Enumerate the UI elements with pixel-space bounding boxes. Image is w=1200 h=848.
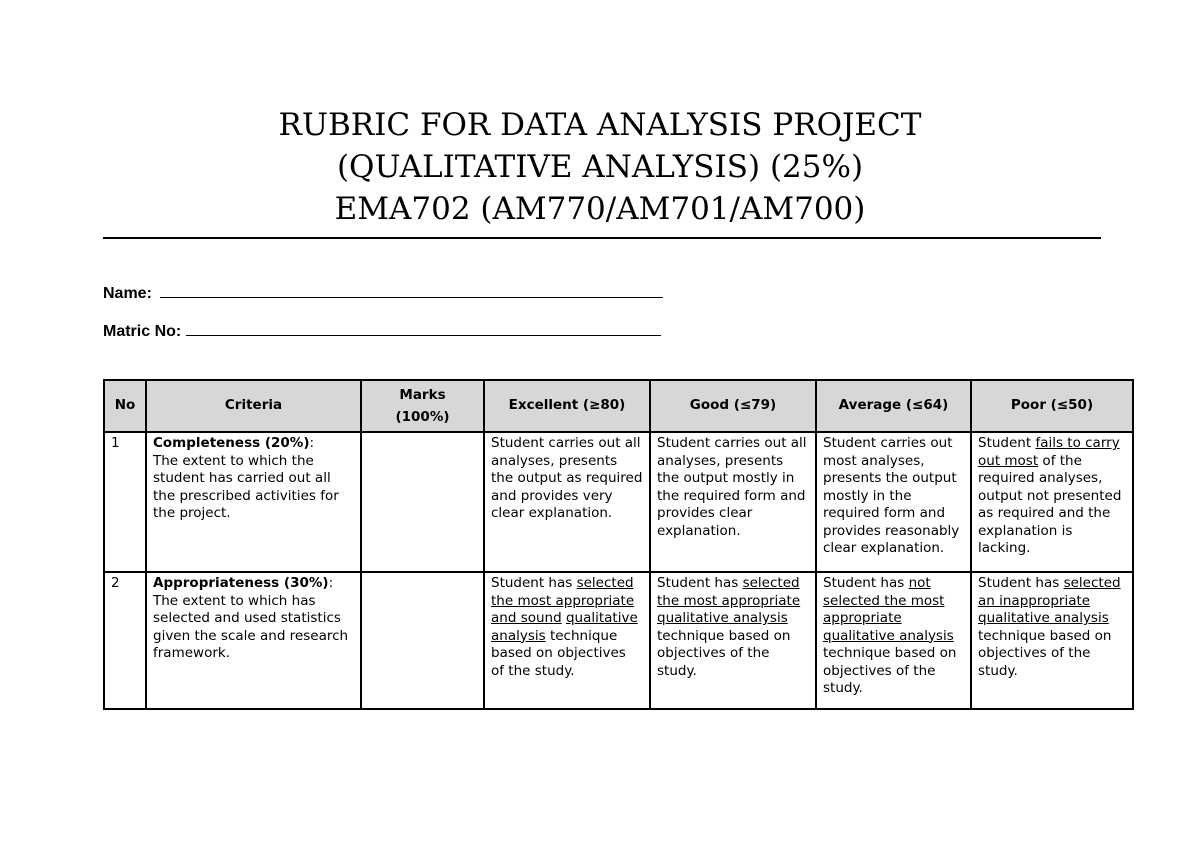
matric-label: Matric No: (103, 323, 182, 340)
poor-text-b: of the required analyses, output not presented as required and the explanation is lacking. (978, 452, 1122, 556)
name-label: Name: (103, 285, 152, 302)
marks-cell[interactable] (361, 432, 484, 572)
excellent-text-b: technique based on objectives of the study. (491, 627, 626, 679)
criteria-cell: Completeness (20%): The extent to which the student has carried out all the prescribed activities for the project. (146, 432, 361, 572)
matric-blank-line (186, 321, 661, 336)
poor-cell (971, 572, 1133, 709)
criteria-description: The extent to which has selected and used statistics given the scale and research framework. (153, 592, 349, 661)
average-cell (816, 572, 971, 709)
excellent-cell: Student carries out all analyses, presents the output as required and provides very clear explanation. (484, 432, 650, 572)
header-no: No (104, 380, 146, 432)
criteria-cell: Appropriateness (30%): The extent to which has selected and used statistics given the scale and research framework. (146, 572, 361, 709)
row-number: 2 (104, 572, 146, 709)
document-title (0, 104, 1200, 230)
row-number: 1 (104, 432, 146, 572)
average-cell: Student carries out most analyses, presents the output mostly in the required form and provides reasonably clear explanation. (816, 432, 971, 572)
title-divider (103, 237, 1101, 239)
header-poor: Poor (≤50) (971, 380, 1133, 432)
average-text-b: technique based on objectives of the study. (823, 645, 957, 696)
excellent-text-a: Student has (491, 575, 577, 591)
table-row (104, 572, 1133, 709)
header-marks (361, 380, 484, 432)
title-line-1: RUBRIC FOR DATA ANALYSIS PROJECT (278, 107, 922, 143)
average-text-a: Student has (823, 575, 909, 591)
header-criteria: Criteria (146, 380, 361, 432)
poor-text-underlined: selected an inappropriate qualitative analysis (978, 575, 1121, 626)
average-text-underlined: not selected the most appropriate qualitative analysis (823, 575, 954, 644)
poor-cell (971, 432, 1133, 572)
title-line-3: EMA702 (AM770/AM701/AM700) (334, 191, 866, 227)
header-marks-line1: Marks (399, 387, 446, 403)
name-field (103, 283, 663, 303)
poor-text-a: Student has (978, 575, 1064, 591)
rubric-table (103, 379, 1134, 710)
good-cell: Student carries out all analyses, presents the output mostly in the required form and provides clear explanation. (650, 432, 816, 572)
table-header-row (104, 380, 1133, 432)
table-row (104, 432, 1133, 572)
header-excellent: Excellent (≥80) (484, 380, 650, 432)
marks-cell[interactable] (361, 572, 484, 709)
good-text-a: Student has (657, 575, 743, 591)
criteria-description: The extent to which the student has carried out all the prescribed activities for the project. (153, 452, 339, 521)
excellent-text-underlined-2: qualitative analysis (491, 610, 638, 644)
good-cell (650, 572, 816, 709)
criteria-title: Completeness (20%) (153, 435, 310, 451)
header-average: Average (≤64) (816, 380, 971, 432)
matric-field (103, 321, 661, 341)
poor-text-b: technique based on objectives of the study. (978, 627, 1112, 679)
excellent-text-underlined-1: selected the most appropriate and sound (491, 575, 635, 626)
excellent-cell (484, 572, 650, 709)
title-line-2: (QUALITATIVE ANALYSIS) (25%) (336, 149, 864, 185)
header-good: Good (≤79) (650, 380, 816, 432)
criteria-title: Appropriateness (30%) (153, 575, 329, 591)
good-text-underlined: selected the most appropriate qualitative analysis (657, 575, 801, 626)
good-text-b: technique based on objectives of the study. (657, 627, 791, 679)
name-blank-line (160, 283, 663, 298)
poor-text-a: Student (978, 435, 1036, 451)
poor-text-underlined: fails to carry out most (978, 435, 1120, 469)
header-marks-line2: (100%) (395, 409, 450, 425)
